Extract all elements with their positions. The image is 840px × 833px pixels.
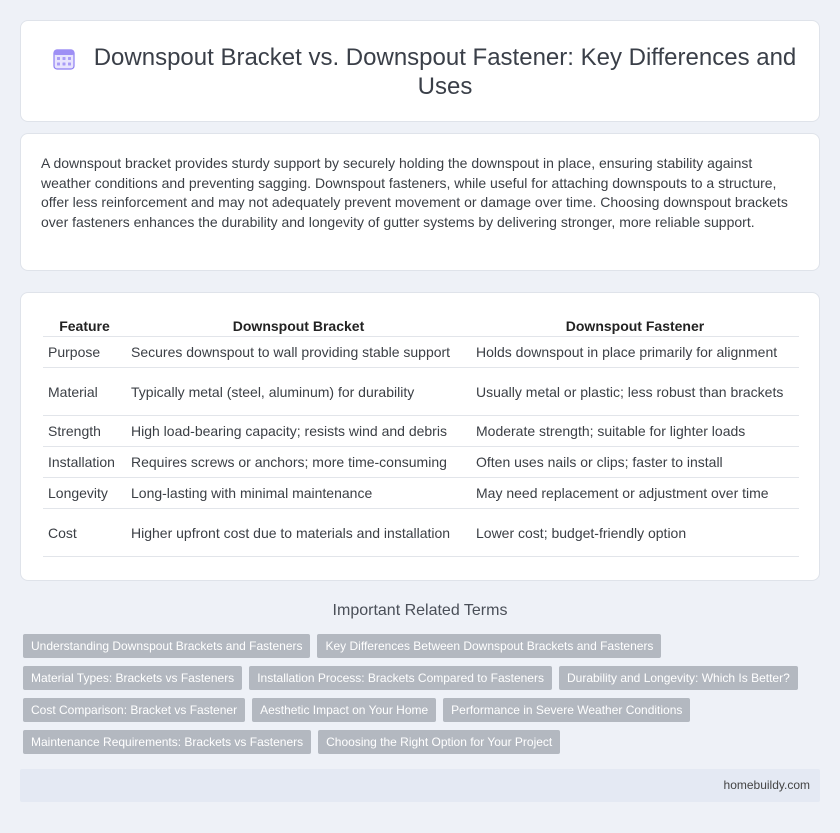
related-terms-title: Important Related Terms: [332, 602, 508, 619]
fastener-cell: Moderate strength; suitable for lighter loads: [471, 416, 799, 447]
footer-site-link[interactable]: homebuildy.com: [723, 778, 810, 792]
comparison-table: [43, 317, 799, 557]
related-tag[interactable]: Maintenance Requirements: Brackets vs Fasteners: [23, 730, 311, 754]
comparison-table-card: [20, 292, 820, 581]
related-tag[interactable]: Performance in Severe Weather Conditions: [443, 698, 690, 722]
header-feature: Feature: [43, 317, 126, 337]
fastener-cell: Often uses nails or clips; faster to install: [471, 447, 799, 478]
fastener-cell: Lower cost; budget-friendly option: [471, 509, 799, 557]
intro-paragraph: A downspout bracket provides sturdy support by securely holding the downspout in place, ensuring stability against weather conditions and preventing sagging. Downspout fasteners, while useful for attaching downspouts to a structure, offer less reinforcement and may not adequately prevent movement or damage over time. Choosing downspout brackets over fasteners enhances the durability and longevity of gutter systems by delivering stronger, more reliable support.: [41, 155, 788, 230]
related-tag[interactable]: Key Differences Between Downspout Brackets and Fasteners: [317, 634, 661, 658]
feature-cell: Longevity: [43, 478, 126, 509]
table-row: [43, 447, 799, 478]
fastener-cell: Holds downspout in place primarily for alignment: [471, 337, 799, 368]
table-row: [43, 337, 799, 368]
table-row: [43, 478, 799, 509]
bracket-cell: Higher upfront cost due to materials and installation: [126, 509, 471, 557]
related-tag[interactable]: Understanding Downspout Brackets and Fasteners: [23, 634, 310, 658]
related-tag[interactable]: Cost Comparison: Bracket vs Fastener: [23, 698, 245, 722]
related-tag[interactable]: Durability and Longevity: Which Is Better?: [559, 666, 798, 690]
footer-bar: [20, 769, 820, 802]
feature-cell: Material: [43, 368, 126, 416]
related-tag[interactable]: Material Types: Brackets vs Fasteners: [23, 666, 242, 690]
fastener-cell: Usually metal or plastic; less robust than brackets: [471, 368, 799, 416]
tag-row: [23, 634, 823, 658]
related-tag[interactable]: Choosing the Right Option for Your Project: [318, 730, 560, 754]
bracket-cell: Requires screws or anchors; more time-consuming: [126, 447, 471, 478]
feature-cell: Purpose: [43, 337, 126, 368]
table-row: [43, 416, 799, 447]
bracket-cell: High load-bearing capacity; resists wind and debris: [126, 416, 471, 447]
header-downspout-fastener: Downspout Fastener: [471, 317, 799, 337]
intro-card: [20, 133, 820, 271]
table-row: [43, 368, 799, 416]
fastener-cell: May need replacement or adjustment over time: [471, 478, 799, 509]
tag-row: [23, 730, 823, 754]
tag-row: [23, 698, 823, 722]
feature-cell: Strength: [43, 416, 126, 447]
feature-cell: Installation: [43, 447, 126, 478]
related-terms-tags: [23, 634, 823, 762]
tag-row: [23, 666, 823, 690]
bracket-cell: Typically metal (steel, aluminum) for durability: [126, 368, 471, 416]
feature-cell: Cost: [43, 509, 126, 557]
bracket-cell: Secures downspout to wall providing stable support: [126, 337, 471, 368]
header-downspout-bracket: Downspout Bracket: [126, 317, 471, 337]
page-title: Downspout Bracket vs. Downspout Fastener: Key Differences and Uses: [93, 44, 797, 100]
table-header-row: [43, 317, 799, 337]
related-tag[interactable]: Aesthetic Impact on Your Home: [252, 698, 436, 722]
bracket-cell: Long-lasting with minimal maintenance: [126, 478, 471, 509]
title-card: [20, 20, 820, 122]
related-tag[interactable]: Installation Process: Brackets Compared to Fasteners: [249, 666, 552, 690]
table-row: [43, 509, 799, 557]
